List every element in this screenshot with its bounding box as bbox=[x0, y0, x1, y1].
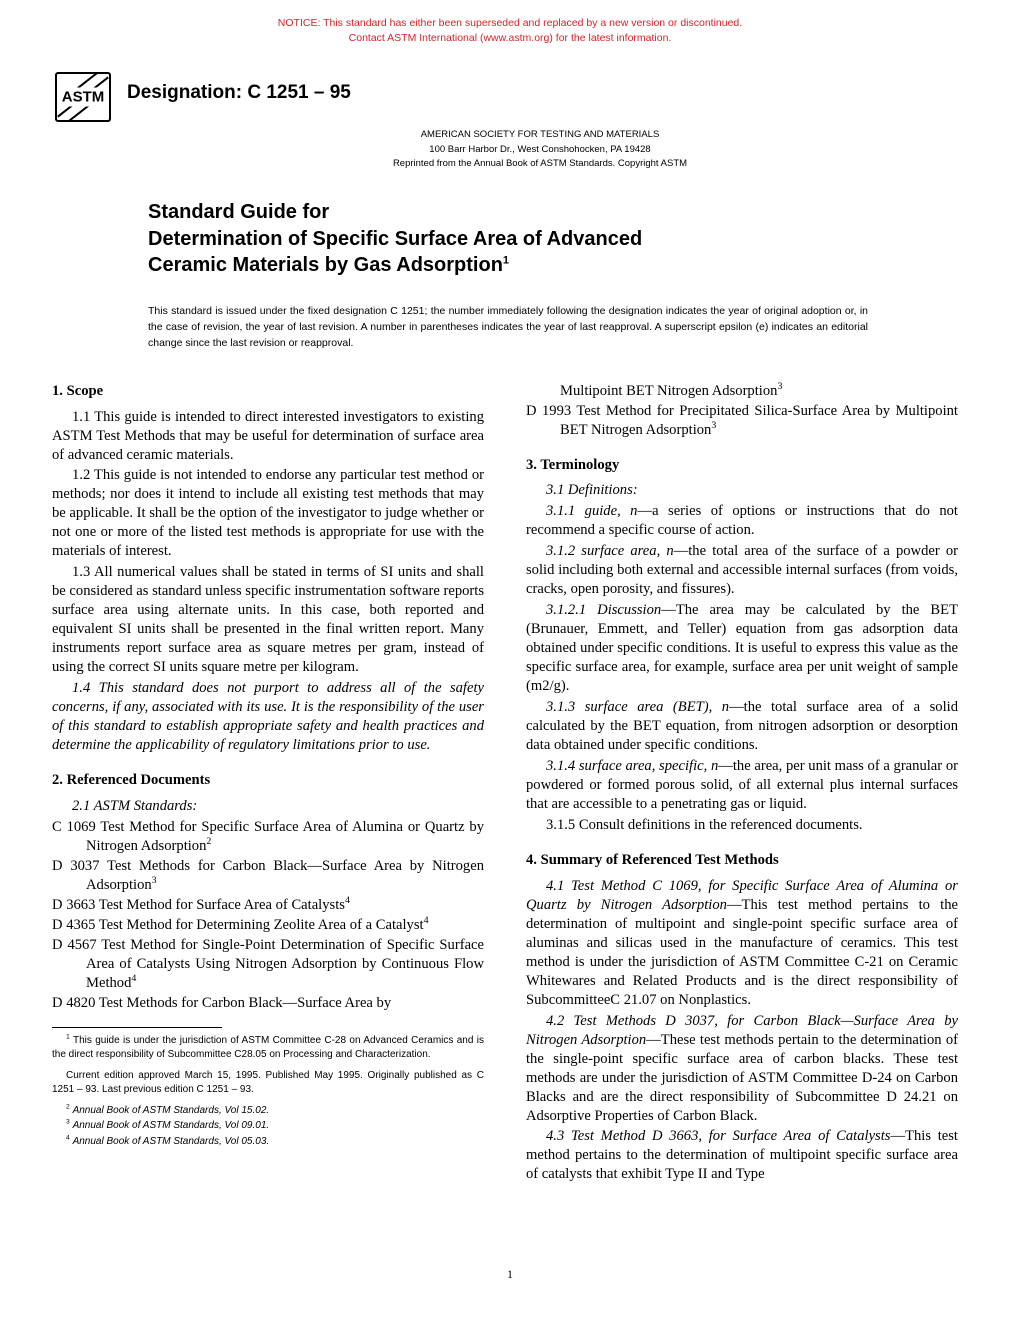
reference-item bbox=[52, 857, 484, 895]
title-line-3-text: Ceramic Materials by Gas Adsorption bbox=[148, 253, 503, 276]
organization-address bbox=[0, 128, 1020, 171]
reference-text: D 3663 Test Method for Surface Area of Catalysts bbox=[52, 896, 345, 913]
heading-referenced-documents: 2. Referenced Documents bbox=[52, 772, 211, 789]
method-description: —This test method pertains to the determination of multipoint specific surface area of catalysts that exhibit Type II and Type bbox=[526, 1128, 958, 1183]
footnote-marker: 3 bbox=[66, 1118, 70, 1126]
reference-text: D 4365 Test Method for Determining Zeolite Area of a Catalyst bbox=[52, 916, 424, 933]
term-label: 3.1.4 surface area, specific, n bbox=[546, 758, 719, 775]
reference-item bbox=[52, 896, 484, 915]
reference-item-continued bbox=[526, 382, 958, 401]
reference-item bbox=[52, 994, 484, 1013]
footnote-edition: Current edition approved March 15, 1995. Published May 1995. Originally published as C 1251 – 93. Last previous edition C 1251 – 93. bbox=[52, 1069, 484, 1096]
right-column bbox=[526, 382, 958, 1187]
reference-footnote-marker: 3 bbox=[151, 875, 157, 886]
subheading-astm-standards: 2.1 ASTM Standards: bbox=[72, 797, 198, 814]
reference-footnote-marker: 4 bbox=[423, 914, 429, 926]
heading-summary: 4. Summary of Referenced Test Methods bbox=[526, 851, 779, 868]
reference-item bbox=[52, 916, 484, 935]
footnote-4 bbox=[52, 1135, 484, 1150]
reference-text: D 3037 Test Methods for Carbon Black—Surface Area by Nitrogen Adsorption bbox=[52, 857, 484, 893]
para-1-3: 1.3 All numerical values shall be stated in terms of SI units and shall be considered as standard unless specific instrumentation software reports surface area using alternate units. In this case, both reported and equivalent SI units shall be presented in the final written report. Many instruments report surface area as square metres per gram, instead of using the correct SI units square metre per kilogram. bbox=[52, 564, 485, 676]
footnote-2 bbox=[52, 1104, 484, 1119]
title-line-3 bbox=[148, 252, 960, 278]
org-line-1: AMERICAN SOCIETY FOR TESTING AND MATERIALS bbox=[420, 129, 660, 141]
method-label: 4.3 Test Method D 3663, for Surface Area of Catalysts bbox=[546, 1128, 891, 1145]
para-1-2: 1.2 This guide is not intended to endorse any particular test method or methods; nor does it intend to include all existing test methods that may be applicable. It shall be the option of the investigator to judge whether or not one or more of the listed test methods is appropriate for use with the materials of interest. bbox=[52, 467, 485, 560]
term-label: 3.1.2 surface area, n bbox=[546, 543, 674, 560]
para-3-1-5: 3.1.5 Consult definitions in the referenced documents. bbox=[546, 816, 863, 833]
reference-footnote-marker: 4 bbox=[131, 972, 137, 984]
method-description: —This test method pertains to the determination of multipoint and single-point specific surface area of aluminas and silicas used in the manufacture of ceramics. This test method is under the jurisdiction of ASTM Committee C-21 on Ceramic Whitewares and Related Products and is the direct responsibility of SubcommitteeC 21.07 on Nonplastics. bbox=[526, 896, 958, 1008]
astm-logo-text: ASTM bbox=[57, 88, 109, 107]
term-definition: —The area may be calculated by the BET (Brunauer, Emmett, and Teller) equation from gas adsorption data obtained under specific conditions. It is useful to express this value as the specific surface area, for example, surface area per unit weight of sample (m2/g). bbox=[526, 602, 958, 695]
footnote-marker: 2 bbox=[66, 1103, 70, 1111]
reference-text: D 4567 Test Method for Single-Point Determination of Specific Surface Area of Catalysts Using Nitrogen Adsorption by Continuous Flow Method bbox=[52, 936, 484, 991]
subheading-definitions: 3.1 Definitions: bbox=[546, 482, 638, 499]
para-3-1-1 bbox=[526, 502, 958, 540]
reference-text: Multipoint BET Nitrogen Adsorption bbox=[560, 382, 778, 399]
left-column bbox=[52, 382, 484, 1187]
footnote-text: Annual Book of ASTM Standards, Vol 09.01. bbox=[72, 1120, 270, 1132]
para-4-3 bbox=[526, 1127, 958, 1184]
para-4-1 bbox=[526, 877, 958, 1010]
footnote-marker: 1 bbox=[66, 1033, 70, 1041]
para-4-2 bbox=[526, 1012, 958, 1126]
term-definition: —the total surface area of a solid calculated by the BET equation, from nitrogen adsorption or desorption data obtained under specific conditions. bbox=[526, 699, 958, 754]
org-line-2: 100 Barr Harbor Dr., West Conshohocken, PA 19428 bbox=[429, 143, 651, 155]
reference-item bbox=[526, 402, 958, 440]
footnote-text: This guide is under the jurisdiction of ASTM Committee C-28 on Advanced Ceramics and is the direct responsibility of Subcommittee C28.05 on Processing and Characterization. bbox=[52, 1034, 484, 1061]
reference-footnote-marker: 2 bbox=[206, 836, 212, 848]
term-definition: —the total area of the surface of a powder or solid including both external and accessible internal surfaces (from voids, cracks, open porosity, and fissures). bbox=[526, 543, 959, 598]
page-title bbox=[0, 199, 1020, 278]
reference-text: C 1069 Test Method for Specific Surface Area of Alumina or Quartz by Nitrogen Adsorption bbox=[52, 818, 484, 854]
method-label: 4.1 Test Method C 1069, for Specific Surface Area of Alumina or Quartz by Nitrogen Adsorption bbox=[526, 877, 958, 913]
footnote-marker: 4 bbox=[66, 1134, 70, 1142]
deprecation-notice bbox=[0, 16, 1020, 46]
org-line-3: Reprinted from the Annual Book of ASTM Standards. Copyright ASTM bbox=[392, 157, 688, 169]
para-3-1-3 bbox=[526, 698, 958, 755]
title-footnote-marker: 1 bbox=[502, 254, 510, 267]
footnote-3 bbox=[52, 1119, 484, 1134]
term-label: 3.1.3 surface area (BET), n bbox=[546, 699, 730, 716]
para-1-4: 1.4 This standard does not purport to address all of the safety concerns, if any, associated with its use. It is the responsibility of the user of this standard to establish appropriate safety and health practices and determine the applicability of regulatory limitations prior to use. bbox=[52, 680, 484, 754]
method-label: 4.2 Test Methods D 3037, for Carbon Black—Surface Area by Nitrogen Adsorption bbox=[526, 1012, 958, 1048]
footnote-1 bbox=[52, 1034, 484, 1063]
astm-logo-icon bbox=[55, 72, 111, 122]
document-header bbox=[0, 72, 1020, 122]
designation-label: Designation: C 1251 – 95 bbox=[127, 82, 351, 104]
footnote-separator bbox=[52, 1027, 222, 1028]
page-number: 1 bbox=[507, 1267, 513, 1281]
para-3-1-2 bbox=[526, 542, 958, 599]
title-line-1: Standard Guide for bbox=[148, 201, 330, 224]
term-label: 3.1.2.1 Discussion bbox=[546, 602, 662, 619]
reference-text: D 1993 Test Method for Precipitated Silica-Surface Area by Multipoint BET Nitrogen Adsorption bbox=[526, 402, 958, 438]
title-line-2: Determination of Specific Surface Area of Advanced bbox=[148, 227, 643, 250]
notice-line-1: NOTICE: This standard has either been superseded and replaced by a new version or discontinued. bbox=[277, 17, 743, 29]
reference-footnote-marker: 3 bbox=[777, 380, 783, 392]
heading-terminology: 3. Terminology bbox=[526, 456, 620, 473]
reference-text: D 4820 Test Methods for Carbon Black—Surface Area by bbox=[52, 994, 392, 1011]
body-columns bbox=[0, 382, 1020, 1187]
term-label: 3.1.1 guide, n bbox=[546, 503, 638, 520]
standard-issue-note: This standard is issued under the fixed designation C 1251; the number immediately following the designation indicates the year of original adoption or, in the case of revision, the year of last revision. A number in parentheses indicates the year of last reapproval. A superscript epsilon (e) indicates an editorial change since the last revision or reapproval. bbox=[148, 305, 868, 349]
para-3-1-2-1 bbox=[526, 601, 958, 696]
heading-scope: 1. Scope bbox=[52, 382, 104, 399]
notice-line-2: Contact ASTM International (www.astm.org) for the latest information. bbox=[348, 32, 672, 45]
term-definition: —a series of options or instructions that do not recommend a specific course of action. bbox=[526, 503, 958, 539]
reference-item bbox=[52, 936, 484, 993]
reference-item bbox=[52, 818, 484, 856]
reference-footnote-marker: 3 bbox=[711, 419, 717, 431]
para-3-1-4 bbox=[526, 757, 958, 814]
footnote-text: Annual Book of ASTM Standards, Vol 05.03. bbox=[72, 1135, 270, 1147]
para-1-1: 1.1 This guide is intended to direct interested investigators to existing ASTM Test Methods that may be useful for determination of surface area of advanced ceramic materials. bbox=[52, 408, 484, 463]
footnote-text: Annual Book of ASTM Standards, Vol 15.02. bbox=[72, 1104, 270, 1116]
term-definition: —the area, per unit mass of a granular or powdered or formed porous solid, of all external plus internal surfaces that are accessible to a penetrating gas or liquid. bbox=[526, 758, 958, 812]
reference-footnote-marker: 4 bbox=[344, 894, 350, 906]
document-page bbox=[0, 16, 1020, 1336]
method-description: —These test methods pertain to the determination of the single-point specific surface area of carbon blacks. These test methods are under the jurisdiction of ASTM Committee D-24 on Carbon Blacks and are the direct responsibility of Subcommittee D 24.21 on Adsorptive Properties of Carbon Black. bbox=[526, 1031, 958, 1124]
